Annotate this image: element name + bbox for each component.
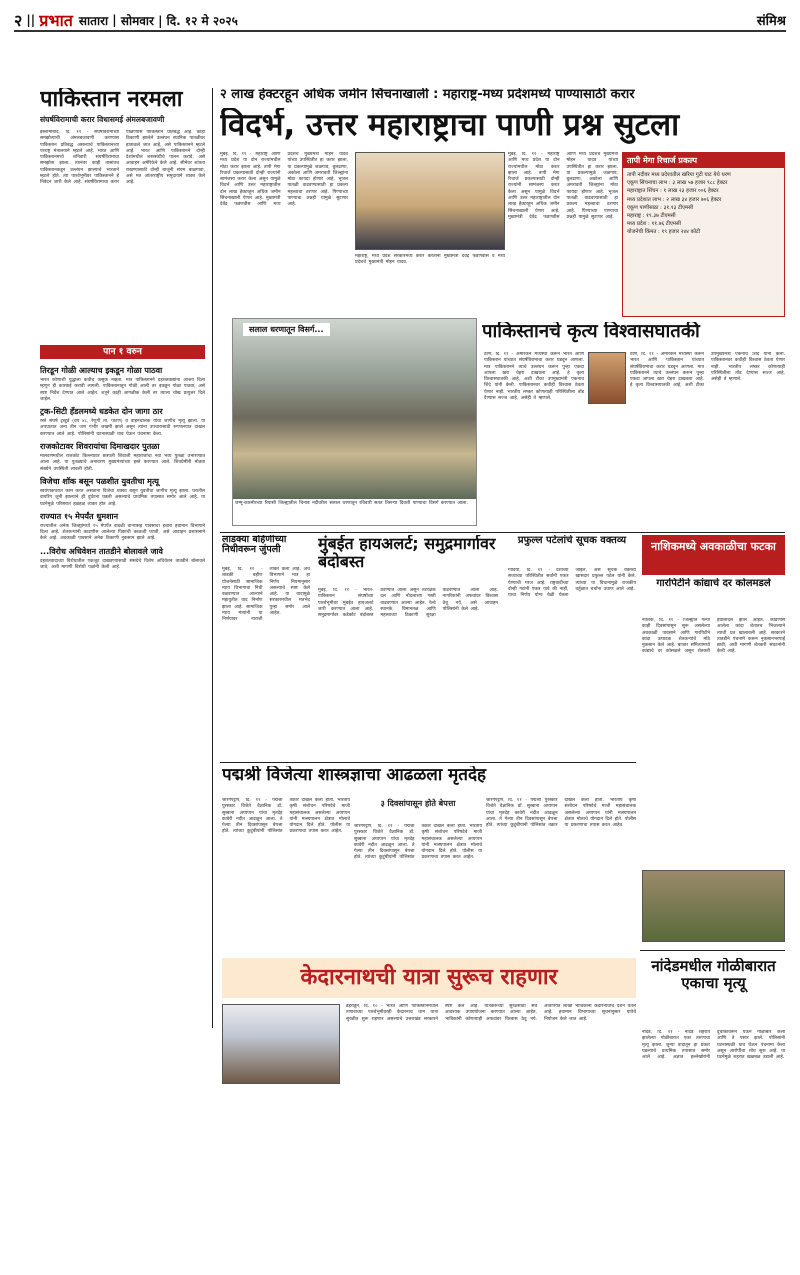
tapi-item: महाराष्ट्र : १९.३७ टीएमसी bbox=[627, 213, 676, 220]
mumbai-title-wrap bbox=[318, 535, 498, 585]
padma-body: श्रीरंगपट्टण, दि. ११ - पद्मश्री पुरस्कार विजेते वैज्ञानिक डॉ. सुब्बाना अय्यप्पन यांचा मृतदेह कावेरी नदीत आढळून आला. ते गेल्या तीन दिवसांपासून बेपत्ता होते. त्यांच्या कुटुंबीयांनी पोलिसांत तक्रार दाखल केली होती. भारतीय कृषी संशोधन परिषदेचे माजी महासंचालक असलेल्या अय्यप्पन यांनी मत्स्यपालन क्षेत्रात मोलाचे योगदान दिले होते. पोलीस या प्रकरणाचा तपास करत आहेत. bbox=[222, 798, 350, 835]
maha-body: मुंबई, दि. ११ - महाराष्ट्र आणि मध्य प्रदेश या दोन राज्यांमधील मोठा करार झाला आहे. तापी मेगा रिचार्ज प्रकल्पासाठी दोन्ही राज्यांनी सामंजस्य करार केला असून यामुळे विदर्भ आणि उत्तर महाराष्ट्रातील दोन लाख हेक्टरहून अधिक जमीन सिंचनाखाली येणार आहे. मुख्यमंत्री देवेंद्र फडणवीस आणि मध्य प्रदेशचे मुख्यमंत्री मोहन यादव यांच्या उपस्थितीत हा करार झाला. या प्रकल्पामुळे जळगाव, बुलढाणा, अकोला आणि अमरावती जिल्ह्यांना मोठा फायदा होणार आहे. भूजल पातळी वाढवण्यासाठी हा प्रकल्प महत्त्वाचा ठरणार आहे. पिण्याच्या पाण्याचा प्रश्नही यामुळे सुटणार आहे. bbox=[220, 152, 348, 208]
nanded-title-wrap bbox=[642, 958, 785, 1026]
pak-subtitle-wrap bbox=[40, 115, 205, 127]
pak-body: इस्लामाबाद, दि. ११ - संघर्षविरामाच्या समझोत्याची अंमलबजावणी करण्यास पाकिस्तान प्रतिबद्ध असल्याचे पाकिस्तानच्या परराष्ट्र मंत्रालयाने म्हटले आहे. भारत आणि पाकिस्तानमध्ये शनिवारी संघर्षविरामाचा समझोता झाला. त्यानंतर काही तासांतच पाकिस्तानकडून उल्लंघन झाल्याचे भारताने म्हटले होते. त्या पार्श्वभूमीवर पाकिस्तानने हे निवेदन जारी केले आहे. संघर्षविरामाचा करार पाळण्यास पाकिस्तान प्रतिबद्ध आहे. काही ठिकाणी झालेले उल्लंघन स्थानिक पातळीवर हाताळले जात आहे, असे पाकिस्तानने म्हटले आहे. भारत आणि पाकिस्तानने दोन्ही देशांमधील शस्त्रसंधीचे पालन करावे, असे आवाहन अमेरिकेने केले आहे. सीमेवर शांतता राखण्यासाठी दोन्ही बाजूंनी संयम बाळगावा, असे मत आंतरराष्ट्रीय समुदायाने व्यक्त केले आहे. bbox=[40, 130, 205, 186]
nashik-title: गारपिटीने कांद्याचे दर कोलमडले bbox=[656, 578, 771, 589]
front-item: विजेचा शॉक बसून पळशीत युवतीचा मृत्यू स्वयंपाकघरात काम करत असताना विजेचा धक्का बसून युवतीचा जागीच मृत्यू झाला. घरातील वायरिंग जुनी झाल्याने ही दुर्घटना घडली असल्याचे प्राथमिक तपासात समोर आले आहे. या घटनेमुळे परिसरात हळहळ व्यक्त होत आहे. bbox=[40, 476, 205, 507]
nanded-body: नांदेड, दि. ११ - नांदेड शहरात झालेल्या गोळीबारात एका तरुणाचा मृत्यू झाला. जुन्या वादातून हा प्रकार घडल्याचे प्राथमिक तपासात समोर आले आहे. अज्ञात हल्लेखोरांनी दुचाकीवरून येऊन गोळीबार केला आणि ते पसार झाले. पोलिसांनी घटनास्थळी धाव घेऊन पंचनामा केला असून आरोपींचा शोध सुरू आहे. या घटनेमुळे शहरात खळबळ उडाली आहे. bbox=[642, 1030, 785, 1061]
treachery-title: पाकिस्तानचे कृत्य विश्वासघातकी bbox=[482, 322, 700, 342]
maha-kicker-wrap bbox=[220, 88, 785, 108]
tapi-title: तापी मेगा रिचार्ज प्रकल्प bbox=[623, 153, 784, 168]
agreement-caption: महाराष्ट्र, मध्य प्रदेश सरकारमध्ये करार करताना मुख्यमंत्री देवेंद्र फडणवीस व मध्य प्रदेशचे मुख्यमंत्री मोहन यादव. bbox=[355, 254, 505, 266]
tapi-item: तापी नदीवर मध्य प्रदेशातील खरिया गुटी घाट येथे धरण bbox=[627, 172, 731, 178]
kedar-body: डेहराडून, दि. १० - भारत आणि पाकिस्तानमधील तणावाच्या पार्श्वभूमीवरही केदारनाथ धाम यात्रा सुरळीत सुरू राहणार असल्याचे उत्तराखंड सरकारने स्पष्ट केले आहे. यात्रेकरूंच्या सुरक्षेसाठी सर्व आवश्यक उपाययोजना करण्यात आल्या आहेत. भाविकांनी कोणत्याही अफवांवर विश्वास ठेवू नये. आतापर्यंत लाखो भाविकांनी केदारनाथाचे दर्शन घेतले आहे. हवामान विभागाच्या सूचनांनुसार यात्रेचे नियोजन केले जात आहे. bbox=[346, 1004, 636, 1022]
mumbai-body: मुंबई, दि. ११ - भारत-पाकिस्तान संघर्षाच्या पार्श्वभूमीवर मुंबईत हायअलर्ट जारी करण्यात आला आहे. समुद्रमार्गावर कडेकोट बंदोबस्त ठेवण्यात आला असून तटरक्षक दल आणि नौदलाच्या गस्ती वाढवण्यात आल्या आहेत. रेल्वे स्थानके, विमानतळ आणि महत्त्वाच्या ठिकाणी सुरक्षा वाढवण्यात आली आहे. नागरिकांनी अफवांवर विश्वास ठेवू नये, असे आवाहन पोलिसांनी केले आहे. bbox=[318, 588, 498, 619]
tapi-list bbox=[623, 168, 784, 240]
dam-block bbox=[232, 318, 477, 526]
front-item: राज्यात १५ मेपर्यंत धुमशान राज्यातील अनेक जिल्ह्यांमध्ये १५ मेपर्यंत वादळी वाऱ्यासह पावसाचा इशारा हवामान विभागाने दिला आहे. शेतकऱ्यांनी काढणीस आलेल्या पिकांची काळजी घ्यावी, असे आवाहन प्रशासनाने केले आहे. अवकाळी पावसाने अनेक ठिकाणी नुकसान झाले आहे. bbox=[40, 511, 205, 542]
treachery-body: ठाणे, दि. ११ - अमेरिकेने मध्यस्थी करून भारत आणि पाकिस्तान यांच्यात संघर्षविरामाचा करार घडवून आणला. मात्र पाकिस्तानने त्याचे उल्लंघन करून पुन्हा एकदा आपला खरा चेहरा दाखवला आहे. हे कृत्य विश्वासघातकी आहे, अशी टीका उपमुख्यमंत्री एकनाथ शिंदे यांनी केली. पाकिस्तानवर कधीही विश्वास ठेवता येणार नाही. भारतीय लष्कर कोणत्याही परिस्थितीला तोंड देण्यास सज्ज आहे, असेही ते म्हणाले. bbox=[484, 352, 584, 402]
treachery-body-cont: ठाणे, दि. ११ - अमेरिकेने मध्यस्थी करून भारत आणि पाकिस्तान यांच्यात संघर्षविरामाचा करार घडवून आणला. मात्र पाकिस्तानने त्याचे उल्लंघन करून पुन्हा एकदा आपला खरा चेहरा दाखवला आहे. हे कृत्य विश्वासघातकी आहे, अशी टीका उपमुख्यमंत्री एकनाथ शिंदे यांनी केली. पाकिस्तानवर कधीही विश्वास ठेवता येणार नाही. भारतीय लष्कर कोणत्याही परिस्थितीला तोंड देण्यास सज्ज आहे, असेही ते म्हणाले. bbox=[630, 352, 785, 389]
dam-title: सलाल धरणातून विसर्ग... bbox=[243, 323, 330, 336]
column-divider bbox=[212, 88, 213, 1028]
section-rule bbox=[640, 950, 785, 951]
padma-sub: ३ दिवसांपासून होते बेपत्ता bbox=[380, 799, 456, 808]
maha-kicker: २ लाख हेक्टरहून अधिक जमीन सिंचनाखाली : महाराष्ट्र-मध्य प्रदेशमध्ये पाण्यासाठी करार bbox=[220, 88, 635, 102]
front-item: राजकोटावर शिवरायांचा दिमाखदार पुतळा मालवणमधील राजकोट किल्ल्यावर छत्रपती शिवाजी महाराजांचा नवा भव्य पुतळा उभारण्यात आला आहे. या पुतळ्याचे अनावरण मुख्यमंत्र्यांच्या हस्ते करण्यात आले. शिवप्रेमींनी मोठ्या संख्येने उपस्थिती लावली होती. bbox=[40, 442, 205, 472]
tapi-item: मध्य प्रदेशात लाभ : २ लाख ३४ हजार ७०६ हेक्टर bbox=[627, 196, 722, 203]
maha-body-cont: मुंबई, दि. ११ - महाराष्ट्र आणि मध्य प्रदेश या दोन राज्यांमधील मोठा करार झाला आहे. तापी मेगा रिचार्ज प्रकल्पासाठी दोन्ही राज्यांनी सामंजस्य करार केला असून यामुळे विदर्भ आणि उत्तर महाराष्ट्रातील दोन लाख हेक्टरहून अधिक जमीन सिंचनाखाली येणार आहे. मुख्यमंत्री देवेंद्र फडणवीस आणि मध्य प्रदेशचे मुख्यमंत्री मोहन यादव यांच्या उपस्थितीत हा करार झाला. या प्रकल्पामुळे जळगाव, बुलढाणा, अकोला आणि अमरावती जिल्ह्यांना मोठा फायदा होणार आहे. भूजल पातळी वाढवण्यासाठी हा प्रकल्प महत्त्वाचा ठरणार आहे. पिण्याच्या पाण्याचा प्रश्नही यामुळे सुटणार आहे. bbox=[508, 152, 618, 220]
kedarnath-photo bbox=[222, 1004, 340, 1084]
pane-label: पान १ वरुन bbox=[40, 345, 205, 359]
nashik-title-wrap bbox=[642, 578, 785, 616]
nashik-body: नाशिक, दि. ११ - जिल्ह्यात गेल्या काही दिवसांपासून सुरू असलेल्या अवकाळी पावसाने आणि गारपिटीने कांदा उत्पादक शेतकऱ्यांचे मोठे नुकसान केले आहे. बाजार समित्यांमध्ये कांद्याचे दर कोसळले असून शेतकरी हवालदिल झाले आहेत. काढणीस आलेला कांदा शेतातच भिजल्याने त्याची प्रत खालावली आहे. सरकारने तातडीने पंचनामे करून नुकसानभरपाई द्यावी, अशी मागणी शेतकरी संघटनांनी केली आहे. bbox=[642, 618, 785, 655]
dam-caption: जम्मू-काश्मीरच्या रियासी जिल्ह्यातील चिनाब नदीवरील सलाल धरणातून रविवारी सतत तिसऱ्या दिवशी पाण्याचा विसर्ग करण्यात आला. bbox=[235, 501, 468, 506]
front-item: ...विरोध अधिवेशन तातडीने बोलावले जावे दहशतवादाच्या विरोधातील एकजूट दाखवण्यासाठी संसदेचे विशेष अधिवेशन तातडीने बोलावले जावे, अशी मागणी विरोधी पक्षांनी केली आहे. bbox=[40, 546, 205, 571]
padma-title: पद्मश्री विजेत्या शास्त्रज्ञाचा आढळला मृतदेह bbox=[222, 766, 487, 785]
mumbai-title: मुंबईत हायअलर्ट; समुद्रमार्गावर बंदोबस्त bbox=[318, 535, 496, 571]
section-name: संमिश्र bbox=[756, 14, 786, 29]
treachery-title-wrap bbox=[482, 322, 785, 350]
brand-logo: प्रभात bbox=[39, 11, 73, 30]
padma-sub-wrap bbox=[354, 798, 482, 822]
section-rule bbox=[220, 762, 636, 763]
praful-title: प्रफुल्ल पटेलांचे सूचक वक्तव्य bbox=[517, 535, 627, 546]
padma-body-cont2: श्रीरंगपट्टण, दि. ११ - पद्मश्री पुरस्कार विजेते वैज्ञानिक डॉ. सुब्बाना अय्यप्पन यांचा मृतदेह कावेरी नदीत आढळून आला. ते गेल्या तीन दिवसांपासून बेपत्ता होते. त्यांच्या कुटुंबीयांनी पोलिसांत तक्रार दाखल केली होती. भारतीय कृषी संशोधन परिषदेचे माजी महासंचालक असलेल्या अय्यप्पन यांनी मत्स्यपालन क्षेत्रात मोलाचे योगदान दिले होते. पोलीस या प्रकरणाचा तपास करत आहेत. bbox=[486, 798, 636, 829]
shinde-photo bbox=[588, 352, 626, 404]
ladki-title-wrap bbox=[222, 535, 310, 565]
issue-date: सोमवार | दि. १२ मे २०२५ bbox=[120, 13, 238, 28]
pak-title: पाकिस्तान नरमला bbox=[40, 88, 183, 112]
maha-title: विदर्भ, उत्तर महाराष्ट्राचा पाणी प्रश्न सुटला bbox=[220, 108, 680, 143]
maha-title-wrap bbox=[220, 108, 785, 148]
edition-city: सातारा bbox=[78, 13, 109, 28]
agreement-photo bbox=[355, 152, 505, 250]
tapi-item: एकूण सिंचनाचा लाभ : ३ लाख ५७ हजार ९८८ हेक्टर bbox=[627, 180, 728, 187]
front-item: तिरडून गोळी आल्याच इकडून गोळा पाठवा भारत कोणाशी युद्धाला कधीच उत्सुक नव्हता. मात्र पाकिस्तानने दहशतवाद्यांना आश्रय दिला म्हणून ही कारवाई करावी लागली. पाकिस्तानातून गोळी आली तर इकडून गोळा पाठवा, असे स्पष्ट निर्देश देण्यात आले आहेत. शत्रूने काही आगळीक केली तर त्याला चोख प्रत्युत्तर दिले जाईल. bbox=[40, 366, 205, 402]
page-number: २ bbox=[14, 11, 23, 30]
kedar-title: केदारनाथची यात्रा सुरूच राहणार bbox=[300, 965, 558, 990]
section-rule bbox=[220, 532, 785, 533]
nashik-tag: नाशिकमध्ये अवकाळीचा फटका bbox=[642, 535, 785, 575]
ladki-body: मुंबई, दि. ११ - लाडकी बहीण योजनेसाठी सामाजिक न्याय विभागाचा निधी वळवण्यात आल्याने महायुतीत वाद निर्माण झाला आहे. सामाजिक न्याय मंत्र्यांनी या निर्णयावर नाराजी व्यक्त केली आहे. अर्थ विभागाने मात्र हा निर्णय नियमानुसार असल्याचे स्पष्ट केले आहे. या वादामुळे सरकारमधील मतभेद पुन्हा समोर आले आहेत. bbox=[222, 567, 310, 623]
onion-photo bbox=[642, 870, 785, 942]
tapi-item: एकूण पाणीसाठा : ३१.१३ टीएमसी bbox=[627, 204, 694, 211]
tapi-box bbox=[622, 152, 785, 317]
praful-body: गोंदिया, दि. ११ - देशाच्या सध्याच्या परिस्थितीत सर्वांनी एकत्र येण्याची गरज आहे. राष्ट्रवादीच्या दोन्ही गटांनी एकत्र यावे की नाही, याचा निर्णय योग्य वेळी घेतला जाईल, असे सूचक वक्तव्य खासदार प्रफुल्ल पटेल यांनी केले. त्यांच्या या विधानामुळे राजकीय वर्तुळात चर्चांना उधाण आले आहे. bbox=[508, 568, 636, 599]
padma-title-wrap bbox=[222, 766, 636, 794]
kedar-title-wrap bbox=[222, 958, 636, 998]
dam-photo bbox=[233, 319, 476, 499]
pak-title-wrap bbox=[40, 88, 205, 114]
tapi-item: मध्य प्रदेश : ११.७६ टीएमसी bbox=[627, 221, 681, 228]
front-continuations bbox=[40, 362, 205, 1027]
padma-body-cont: श्रीरंगपट्टण, दि. ११ - पद्मश्री पुरस्कार विजेते वैज्ञानिक डॉ. सुब्बाना अय्यप्पन यांचा मृतदेह कावेरी नदीत आढळून आला. ते गेल्या तीन दिवसांपासून बेपत्ता होते. त्यांच्या कुटुंबीयांनी पोलिसांत तक्रार दाखल केली होती. भारतीय कृषी संशोधन परिषदेचे माजी महासंचालक असलेल्या अय्यप्पन यांनी मत्स्यपालन क्षेत्रात मोलाचे योगदान दिले होते. पोलीस या प्रकरणाचा तपास करत आहेत. bbox=[354, 824, 482, 861]
front-item: ट्रक-सिटी हॅंडलमध्ये धडकेत दोन जागा ठार रस्ते संघर्ष ट्रस्टुर्ड (वय ४८, रेणुगी ता. पाटण) व वाहनचालक यांचा जागीच मृत्यू झाला. या अपघातात अन्य तीन जण गंभीर जखमी झाले असून त्यांना उपचारासाठी रुग्णालयात दाखल करण्यात आले आहे. पोलिसांनी घटनास्थळी धाव घेऊन पंचनामा केला. bbox=[40, 407, 205, 437]
pak-subtitle: संघर्षविरामाची करार विधासमई अंमलबजावणी bbox=[40, 115, 165, 124]
nanded-title: नांदेडमधील गोळीबारात एकाचा मृत्यू bbox=[651, 958, 776, 992]
page-header: २ || प्रभात सातारा | सोमवार | दि. १२ मे २०२५ संमिश्र bbox=[14, 11, 786, 30]
tapi-item: योजनेची किंमत : १९ हजार २४४ कोटी bbox=[627, 229, 701, 236]
ladki-title: लाडक्या बहिणींच्या निधीवरून जुंपली bbox=[222, 535, 287, 556]
praful-title-wrap bbox=[508, 535, 636, 569]
tapi-item: महाराष्ट्रात सिंचन : १ लाख २३ हजार ००६ हेक्टर bbox=[627, 188, 719, 195]
